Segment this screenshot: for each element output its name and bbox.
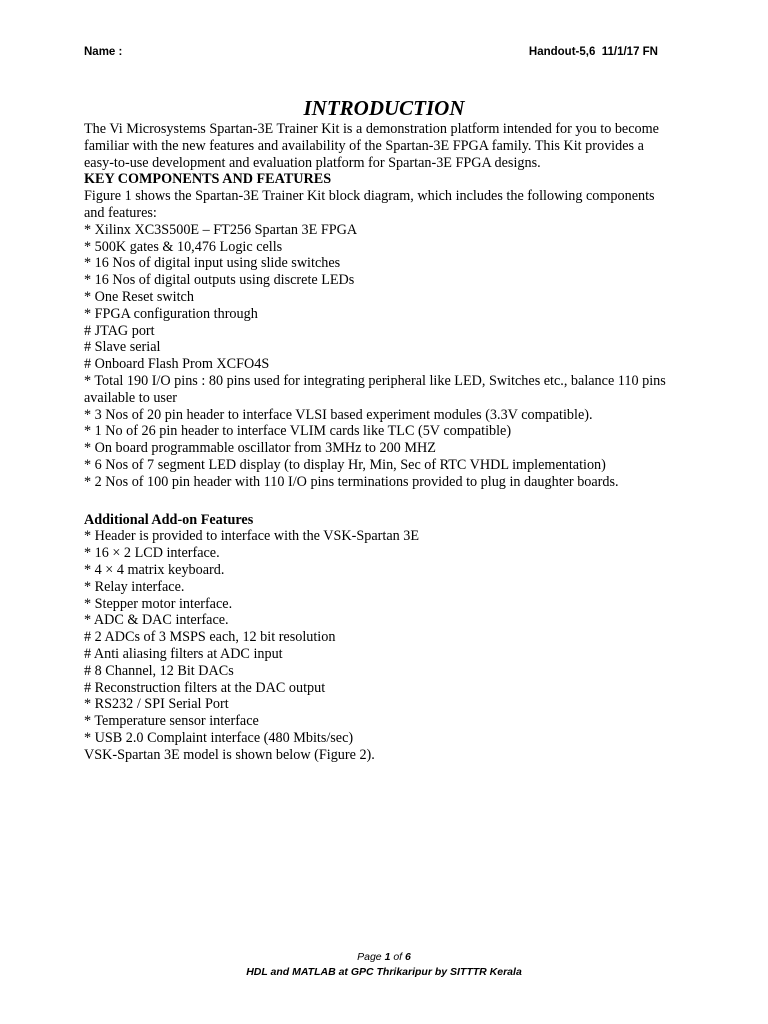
intro-paragraph: The Vi Microsystems Spartan-3E Trainer Kit is a demonstration platform intended for you to become familiar with the new features and availability of the Spartan-3E FPGA family. This Kit provides a easy-to-use development and evaluation platform for Spartan-3E FPGA designs. (84, 121, 659, 171)
list-item: * Header is provided to interface with the VSK-Spartan 3E (84, 528, 420, 545)
list-item: * 16 Nos of digital input using slide switches (84, 255, 341, 272)
list-item: * 2 Nos of 100 pin header with 110 I/O pins terminations provided to plug in daughter boards. (84, 473, 619, 490)
list-item: * FPGA configuration through (84, 305, 258, 322)
list-item: * RS232 / SPI Serial Port (84, 696, 229, 713)
page-footer (0, 950, 768, 980)
handout-label: Handout-5,6 11/1/17 FN (528, 46, 658, 58)
list-item: * ADC & DAC interface. (84, 612, 229, 629)
list-item: * Total 190 I/O pins : 80 pins used for integrating peripheral like LED, Switches etc., balance 110 pins available to user (84, 372, 666, 406)
section-spacer (84, 491, 674, 512)
of-word: of (393, 951, 403, 963)
page-word: Page (357, 951, 382, 963)
list-item: * 6 Nos of 7 segment LED display (to display Hr, Min, Sec of RTC VHDL implementation) (84, 456, 606, 473)
list-item: # 2 ADCs of 3 MSPS each, 12 bit resolution (84, 629, 336, 646)
list-item: * 1 No of 26 pin header to interface VLIM cards like TLC (5V compatible) (84, 423, 512, 440)
list-item: * On board programmable oscillator from 3MHz to 200 MHZ (84, 440, 436, 457)
list-item: # Reconstruction filters at the DAC output (84, 679, 326, 696)
list-item: * 3 Nos of 20 pin header to interface VLSI based experiment modules (3.3V compatible). (84, 406, 593, 423)
list-item: * 16 × 2 LCD interface. (84, 545, 220, 562)
list-item: * One Reset switch (84, 288, 194, 305)
current-page: 1 (384, 951, 391, 963)
page-number (0, 950, 768, 965)
list-item: # Slave serial (84, 339, 161, 356)
addon-features-heading: Additional Add-on Features (84, 511, 254, 528)
key-components-heading: KEY COMPONENTS AND FEATURES (84, 171, 332, 188)
name-label: Name : (84, 46, 123, 58)
list-item: * Temperature sensor interface (84, 713, 259, 730)
key-intro-paragraph: Figure 1 shows the Spartan-3E Trainer Kit block diagram, which includes the following components and features: (84, 188, 655, 221)
list-item: # JTAG port (84, 322, 155, 339)
document-body (84, 121, 674, 763)
list-item: * USB 2.0 Complaint interface (480 Mbits/sec) (84, 729, 354, 746)
footer-credit: HDL and MATLAB at GPC Thrikaripur by SITTTR Kerala (246, 966, 522, 978)
list-item: # 8 Channel, 12 Bit DACs (84, 662, 234, 679)
list-item: # Onboard Flash Prom XCFO4S (84, 356, 270, 373)
total-pages: 6 (405, 951, 411, 963)
list-item: * 500K gates & 10,476 Logic cells (84, 238, 283, 255)
page-title: INTRODUCTION (303, 96, 465, 120)
list-item: * Relay interface. (84, 578, 185, 595)
list-item: * 16 Nos of digital outputs using discrete LEDs (84, 272, 355, 289)
list-item: # Anti aliasing filters at ADC input (84, 645, 283, 662)
list-item: * 4 × 4 matrix keyboard. (84, 561, 225, 578)
list-item: * Stepper motor interface. (84, 595, 233, 612)
closing-paragraph: VSK-Spartan 3E model is shown below (Figure 2). (84, 746, 375, 763)
list-item: * Xilinx XC3S500E – FT256 Spartan 3E FPGA (84, 221, 358, 238)
